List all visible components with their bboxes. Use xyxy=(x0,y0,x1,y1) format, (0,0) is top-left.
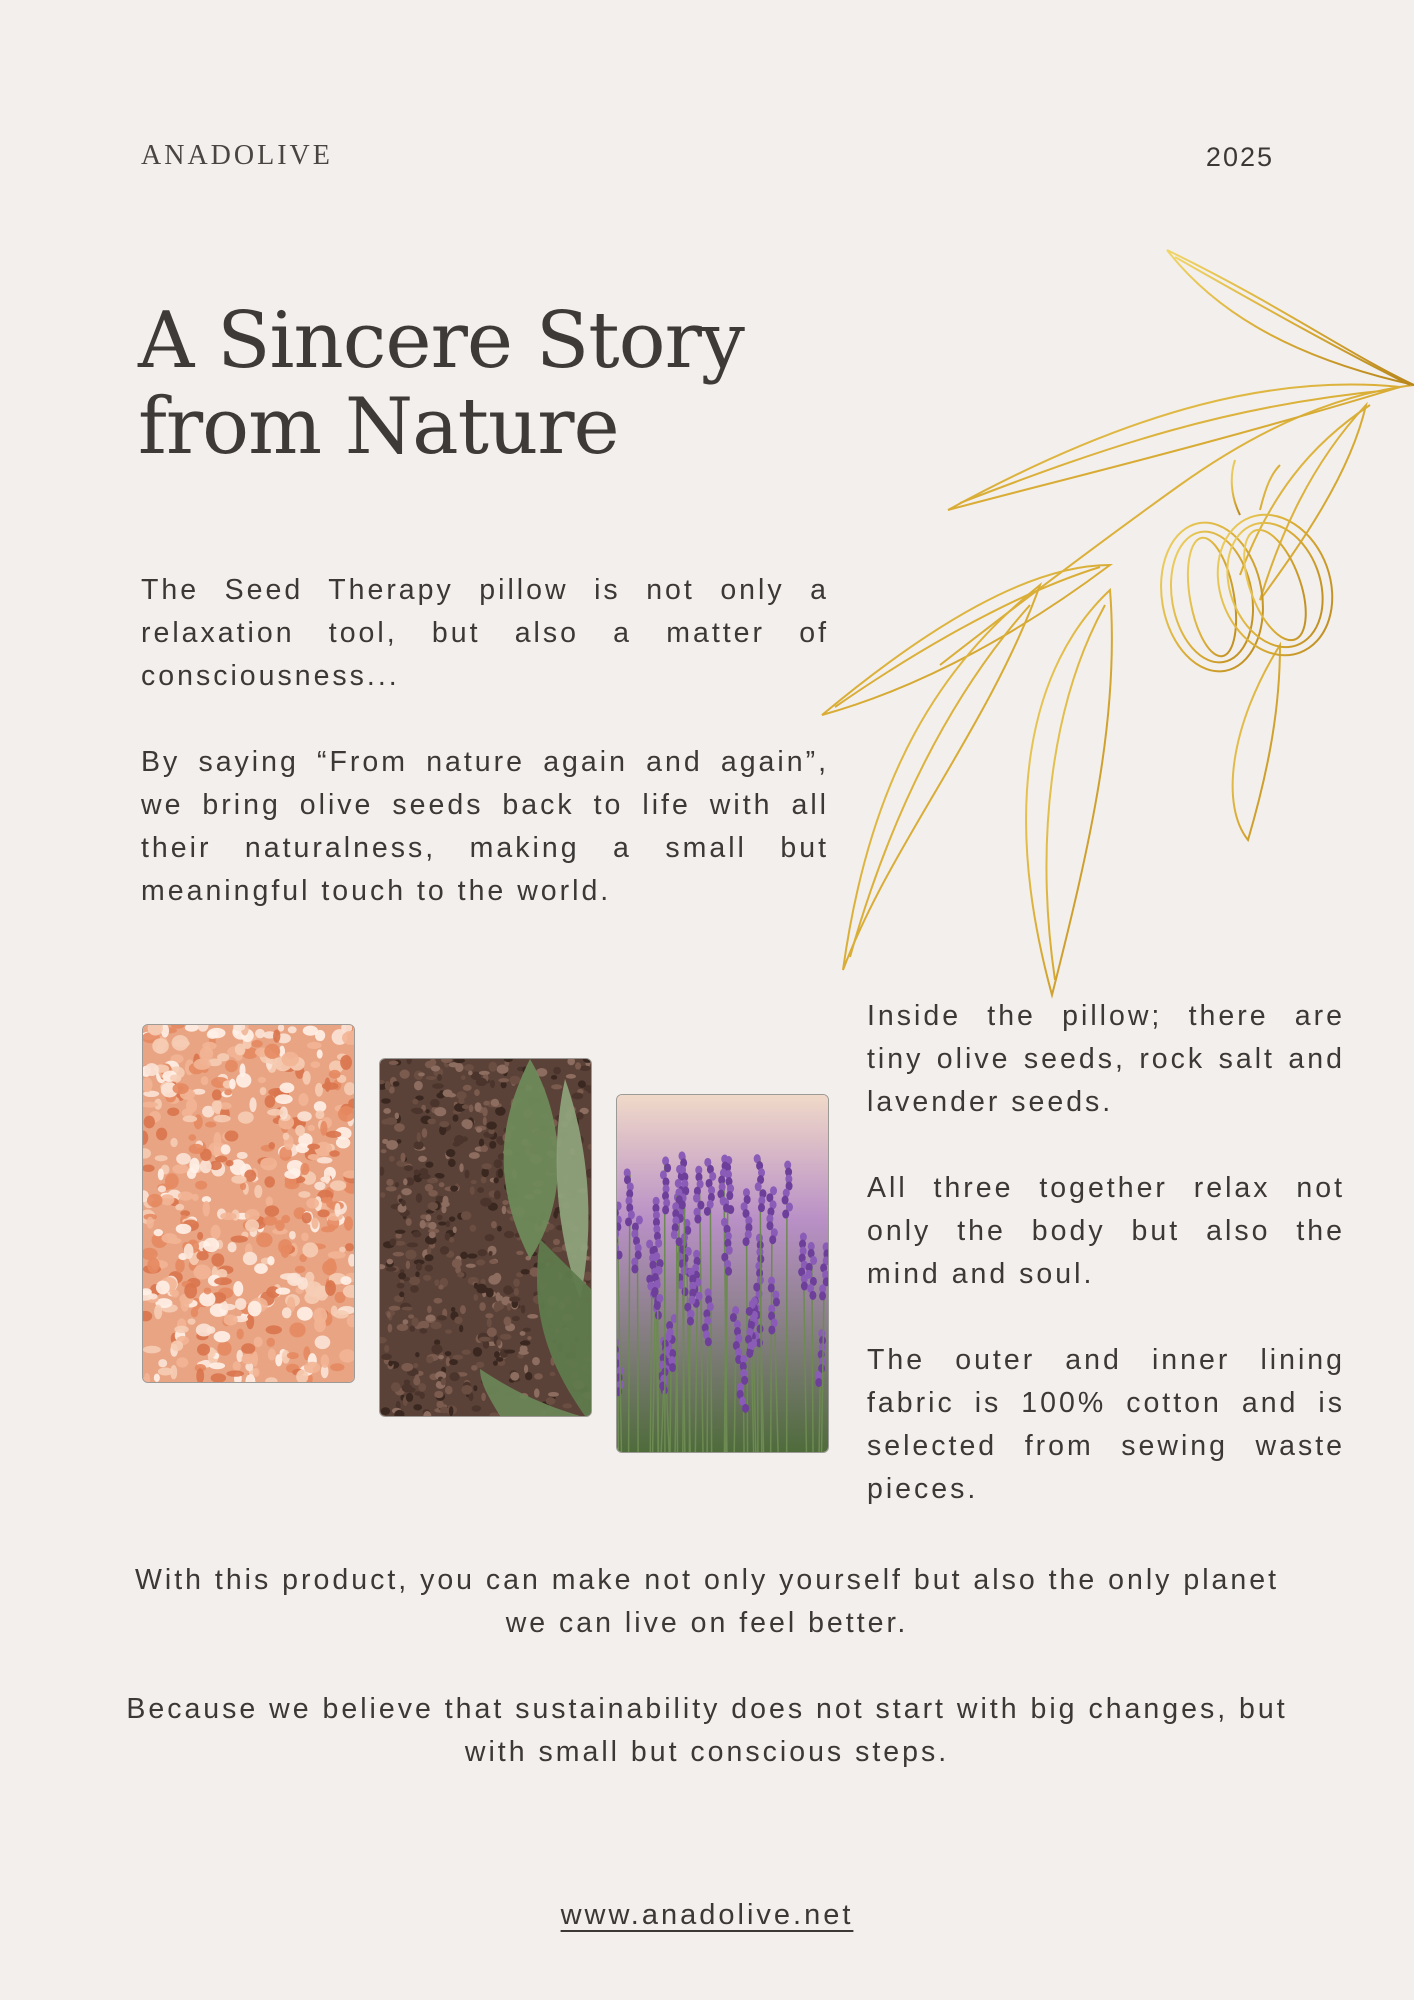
olive-branch-illustration xyxy=(810,245,1414,1005)
year-label: 2025 xyxy=(1205,142,1274,172)
ingredients-paragraph: Inside the pillow; there are tiny olive seeds, rock salt and lavender seeds. xyxy=(867,1000,1345,1118)
intro-paragraph: The Seed Therapy pillow is not only a relaxation tool, but also a matter of consciousness... xyxy=(141,574,829,692)
website-link[interactable]: www.anadolive.net xyxy=(560,1899,854,1931)
closing-paragraph: With this product, you can make not only yourself but also the only planet we can live on feel better. xyxy=(134,1564,1279,1639)
title-line-1: A Sincere Story xyxy=(138,296,744,386)
lavender-photo xyxy=(616,1094,829,1453)
brand-logo: ANADOLIVE xyxy=(141,140,333,171)
intro-paragraph: By saying “From nature again and again”, we bring olive seeds back to life with all their naturalness, making a small but meaningful touch to the world. xyxy=(141,746,829,907)
ingredients-paragraph: All three together relax not only the body but also the mind and soul. xyxy=(867,1172,1345,1290)
title-line-2: from Nature xyxy=(138,382,619,472)
olive-seeds-photo xyxy=(379,1058,592,1417)
ingredients-text xyxy=(867,995,1345,1511)
intro-text xyxy=(141,569,829,913)
page-title xyxy=(138,298,858,470)
closing-text xyxy=(120,1559,1294,1774)
ingredients-paragraph: The outer and inner lining fabric is 100% cotton and is selected from sewing waste pieces. xyxy=(867,1344,1345,1505)
closing-paragraph: Because we believe that sustainability does not start with big changes, but with small but conscious steps. xyxy=(126,1693,1288,1768)
rock-salt-photo xyxy=(142,1024,355,1383)
